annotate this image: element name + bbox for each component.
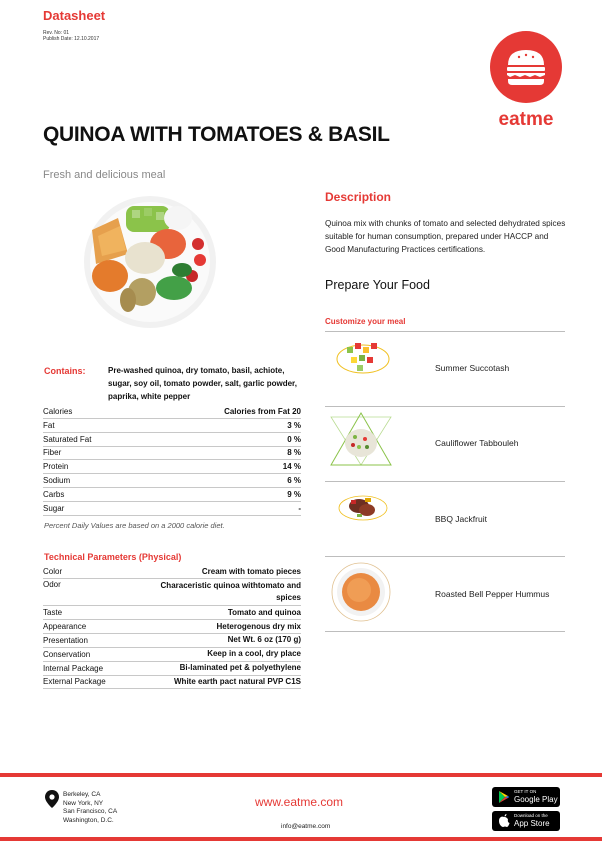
burger-icon: [490, 31, 562, 103]
page-subtitle: Fresh and delicious meal: [43, 169, 166, 181]
google-play-button[interactable]: [492, 787, 560, 807]
technical-value: Cream with tomato pieces: [201, 566, 301, 576]
technical-value: White earth pact natural PVP C1S: [174, 676, 301, 686]
apple-icon: [498, 814, 510, 828]
technical-value: Keep in a cool, dry place: [207, 649, 301, 659]
customize-item-summer-succotash: Summer Succotash: [435, 363, 510, 373]
technical-row: [43, 675, 301, 689]
nutrition-value: Calories from Fat 20: [224, 407, 301, 416]
ingredients-text: Pre-washed quinoa, dry tomato, basil, achiote, sugar, soy oil, tomato powder, salt, garlic powder, paprika, white pepper: [108, 366, 297, 401]
product-image: [70, 190, 228, 340]
technical-name: Odor: [43, 579, 61, 589]
nutrition-name: Fiber: [43, 448, 62, 458]
nutrition-name: Sugar: [43, 503, 65, 513]
nutrition-value: 0 %: [287, 434, 301, 444]
nutrition-name: Saturated Fat: [43, 434, 92, 444]
customize-item-roasted-bell-pepper-hummus: Roasted Bell Pepper Hummus: [435, 589, 550, 599]
app-store-label: App Store: [514, 819, 550, 828]
technical-title: Technical Parameters (Physical): [44, 552, 182, 562]
brand-name: eatme: [498, 109, 554, 130]
contains-label: Contains:: [44, 366, 86, 376]
divider: [325, 556, 565, 557]
technical-value: Bi-laminated pet & polyethylene: [179, 663, 301, 672]
technical-name: Taste: [43, 608, 63, 618]
publish-date: Publish Date: 12.10.2017: [43, 36, 100, 42]
technical-name: Color: [43, 567, 63, 576]
customize-item-bbq-jackfruit: BBQ Jackfruit: [435, 514, 487, 524]
nutrition-value: 8 %: [287, 448, 301, 458]
app-store-small: Download on the: [514, 813, 548, 818]
technical-row: [43, 579, 301, 606]
technical-value: Characeristic quinoa withtomato and spices: [160, 580, 301, 602]
technical-name: Conservation: [43, 649, 91, 659]
technical-value: Net Wt. 6 oz (170 g): [227, 635, 301, 645]
nutrition-row: [43, 502, 301, 516]
technical-row: [43, 606, 301, 620]
nutrition-name: Sodium: [43, 476, 71, 485]
technical-row: [43, 634, 301, 648]
prepare-title: Prepare Your Food: [325, 278, 430, 292]
address-line: Berkeley, CA: [63, 791, 101, 798]
nutrition-value: 9 %: [287, 489, 301, 499]
technical-name: Appearance: [43, 622, 87, 632]
nutrition-name: Calories: [43, 407, 73, 416]
succotash-image: [333, 337, 393, 397]
nutrition-row: [43, 446, 301, 460]
nutrition-name: Protein: [43, 462, 69, 472]
location-pin-icon: [45, 790, 59, 808]
google-play-label: Google Play: [514, 795, 558, 804]
customize-title: Customize your meal: [325, 317, 406, 326]
address-line: Washington, D.C.: [63, 816, 114, 824]
nutrition-value: -: [298, 503, 301, 513]
nutrition-name: Carbs: [43, 489, 65, 499]
divider: [325, 481, 565, 482]
revision-number: Rev. No: 01: [43, 30, 70, 36]
technical-name: Internal Package: [43, 663, 104, 673]
address-line: San Francisco, CA: [63, 808, 118, 815]
nutrition-row: [43, 419, 301, 433]
customize-item-cauliflower-tabbouleh: Cauliflower Tabbouleh: [435, 438, 519, 448]
email-link[interactable]: info@eatme.com: [281, 823, 331, 830]
technical-row: [43, 648, 301, 662]
footer-top-bar: [0, 773, 602, 777]
page-title: QUINOA WITH TOMATOES & BASIL: [43, 123, 390, 146]
nutrition-row: [43, 433, 301, 447]
footer-bottom-bar: [0, 837, 602, 841]
brand-logo: [490, 31, 562, 103]
address-list: [63, 791, 117, 825]
nutrition-row: [43, 488, 301, 502]
technical-value: Heterogenous dry mix: [216, 621, 301, 631]
divider: [325, 631, 565, 632]
nutrition-name: Fat: [43, 420, 55, 430]
divider: [325, 406, 565, 407]
description-title: Description: [325, 190, 392, 204]
nutrition-value: 6 %: [287, 476, 301, 485]
technical-value: Tomato and quinoa: [227, 607, 301, 617]
document-type: Datasheet: [43, 8, 106, 23]
nutrition-row: [43, 474, 301, 488]
address-line: New York, NY: [63, 799, 104, 807]
nutrition-row: [43, 460, 301, 474]
google-play-small: GET IT ON: [514, 789, 537, 794]
nutrition-value: 14 %: [282, 462, 301, 472]
tabbouleh-image: [327, 409, 395, 471]
nutrition-row: [43, 405, 301, 419]
technical-name: Presentation: [43, 635, 88, 645]
website-link[interactable]: www.eatme.com: [255, 795, 344, 809]
app-store-button[interactable]: [492, 811, 560, 831]
nutrition-value: 3 %: [287, 420, 301, 430]
description-body: Quinoa mix with chunks of tomato and selected dehydrated spices suitable for human consumption, prepared under HACCP and Good Manufacturing Practices certifications.: [325, 219, 566, 254]
hummus-image: [329, 560, 393, 624]
technical-name: External Package: [43, 677, 106, 687]
technical-row: [43, 662, 301, 676]
nutrition-note: Percent Daily Values are based on a 2000 calorie diet.: [44, 521, 225, 530]
jackfruit-image: [335, 486, 391, 528]
technical-row: [43, 565, 301, 579]
divider: [325, 331, 565, 332]
google-play-icon: [498, 791, 510, 803]
technical-row: [43, 620, 301, 634]
